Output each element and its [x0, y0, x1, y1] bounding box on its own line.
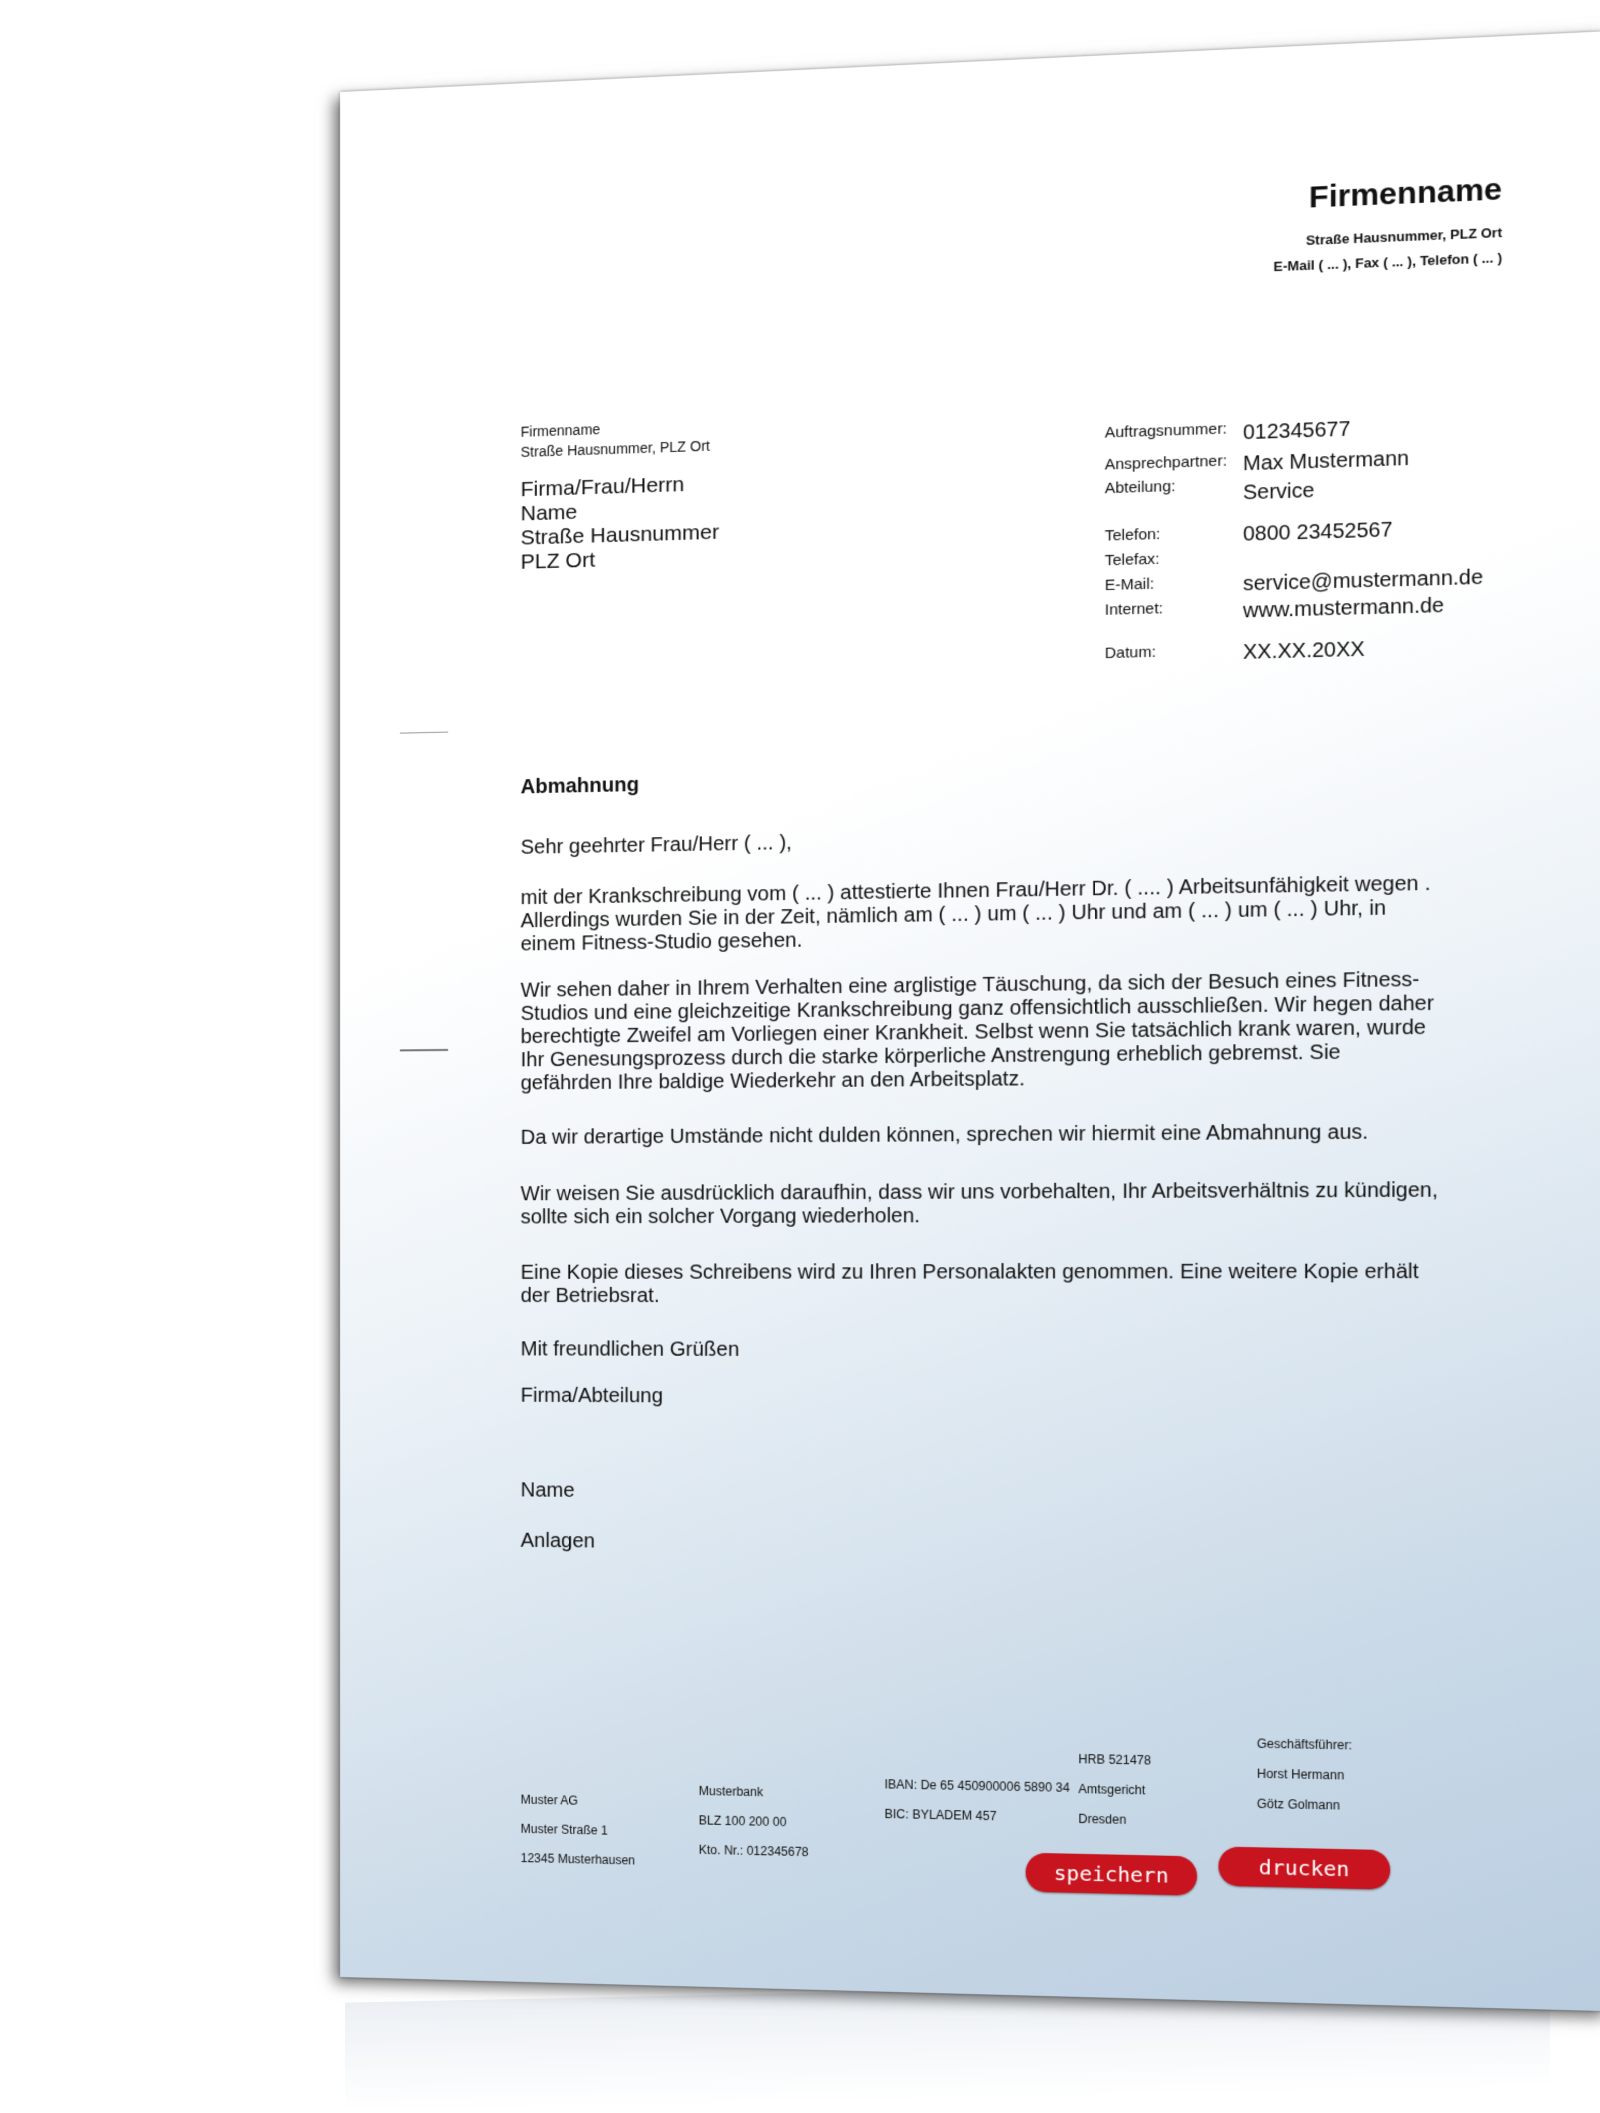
footer-line: Dresden	[1078, 1811, 1127, 1828]
save-button[interactable]: speichern	[1026, 1853, 1197, 1896]
fold-mark	[400, 732, 448, 734]
recipient-line: Straße Hausnummer	[520, 520, 720, 550]
letter-attachments: Anlagen	[520, 1529, 596, 1553]
web-value: www.mustermann.de	[1242, 594, 1445, 623]
footer-line: IBAN: De 65 450900006 5890 34	[884, 1777, 1070, 1795]
footer-iban	[885, 1770, 1070, 1833]
footer-line: Geschäftsführer:	[1256, 1736, 1353, 1753]
letter-subject: Abmahnung	[520, 773, 640, 799]
phone-value: 0800 23452567	[1242, 518, 1393, 546]
sender-address: Straße Hausnummer, PLZ Ort	[520, 437, 710, 461]
footer-management	[1257, 1729, 1352, 1821]
letter-paragraph: Wir weisen Sie ausdrücklich daraufhin, dass wir uns vorbehalten, Ihr Arbeitsverhältnis zu kündigen, sollte sich ein solcher Vorgang wiederholen.	[520, 1178, 1438, 1229]
date-value: XX.XX.20XX	[1242, 638, 1365, 664]
letterhead-contact: E-Mail ( ... ), Fax ( ... ), Telefon ( ... )	[1273, 249, 1503, 275]
fax-label: Telefax:	[1104, 550, 1160, 570]
email-value: service@mustermann.de	[1242, 566, 1484, 596]
footer-line: Amtsgericht	[1078, 1781, 1146, 1798]
letterhead-company: Firmenname	[1309, 172, 1503, 215]
letter-paragraph: Wir sehen daher in Ihrem Verhalten eine arglistige Täuschung, da sich der Besuch eines Fitness-Studios und eine gleichzeitige Krankschreibung ganz offensichtlich ausschließen. Wir hegen daher berechtigte Zweifel am Vorliegen einer Krankheit. Selbst wenn Sie tatsächlich krank waren, wurde Ihr Genesungsprozess durch die starke körperliche Anstrengung erheblich gebremst. Sie gefährden Ihre baldige Wiederkehr an den Arbeitsplatz.	[520, 968, 1434, 1095]
footer-line: HRB 521478	[1078, 1751, 1152, 1768]
web-label: Internet:	[1104, 599, 1164, 619]
footer-bank	[699, 1777, 809, 1868]
document-page	[340, 31, 1600, 2011]
footer-line: Horst Hermann	[1256, 1766, 1345, 1783]
letter-salutation: Sehr geehrter Frau/Herr ( ... ),	[520, 831, 792, 859]
footer-line: BLZ 100 200 00	[698, 1813, 787, 1830]
letter-signature-name: Name	[520, 1479, 575, 1502]
dept-value: Service	[1242, 479, 1315, 505]
fold-mark	[400, 1049, 448, 1051]
contact-label: Ansprechpartner:	[1104, 452, 1228, 474]
footer-line: Muster Straße 1	[520, 1821, 608, 1838]
letterhead-address: Straße Hausnummer, PLZ Ort	[1305, 224, 1503, 249]
recipient-address	[521, 472, 720, 575]
phone-label: Telefon:	[1104, 525, 1161, 545]
recipient-line: Firma/Frau/Herrn	[520, 472, 685, 502]
footer-line: Muster AG	[520, 1792, 579, 1808]
recipient-line: PLZ Ort	[520, 548, 596, 574]
footer-line: Götz Golmann	[1256, 1796, 1340, 1813]
letter-paragraph: Eine Kopie dieses Schreibens wird zu Ihren Personalakten genommen. Eine weitere Kopie erhält der Betriebsrat.	[520, 1260, 1419, 1308]
sender-name: Firmenname	[520, 421, 601, 440]
footer-line: Kto. Nr.: 012345678	[698, 1842, 809, 1860]
recipient-line: Name	[520, 500, 578, 526]
email-label: E-Mail:	[1104, 575, 1155, 595]
letter-paragraph: mit der Krankschreibung vom ( ... ) attestierte Ihnen Frau/Herr Dr. ( .... ) Arbeitsunfähigkeit wegen . Allerdings wurden Sie in der Zeit, nämlich am ( ... ) um ( ... ) Uhr und am ( ... ) um ( ... ) Uhr, in einem Fitness-Studio gesehen.	[520, 872, 1431, 956]
print-button[interactable]: drucken	[1218, 1846, 1390, 1889]
dept-label: Abteilung:	[1104, 477, 1176, 498]
contact-value: Max Mustermann	[1242, 447, 1410, 476]
date-label: Datum:	[1104, 643, 1156, 663]
footer-line: BIC: BYLADEM 457	[884, 1806, 997, 1824]
letter-paragraph: Da wir derartige Umstände nicht dulden können, sprechen wir hiermit eine Abmahnung aus.	[520, 1121, 1369, 1149]
footer-line: 12345 Musterhausen	[520, 1850, 636, 1868]
order-value: 012345677	[1242, 417, 1351, 445]
footer-line: Musterbank	[698, 1783, 764, 1800]
order-label: Auftragsnummer:	[1104, 420, 1227, 442]
footer-company	[521, 1785, 635, 1875]
letter-department: Firma/Abteilung	[520, 1384, 663, 1408]
footer-register	[1078, 1745, 1151, 1836]
letter-closing: Mit freundlichen Grüßen	[520, 1338, 740, 1361]
